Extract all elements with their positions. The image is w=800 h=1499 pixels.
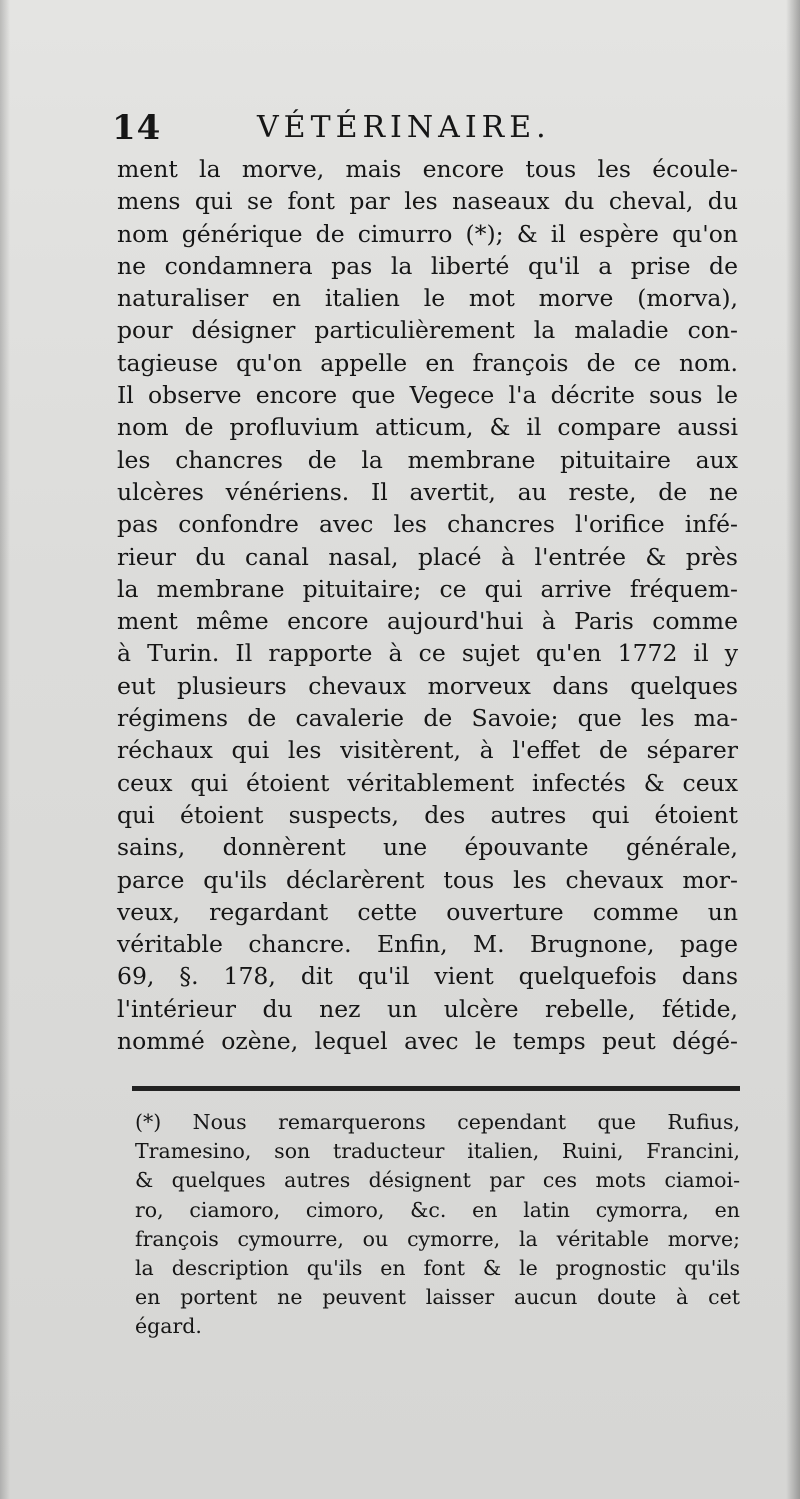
page-left-shadow: [0, 0, 10, 1499]
text-line: ment même encore aujourd'hui à Paris comme: [117, 607, 738, 636]
running-title: VÉTÉRINAIRE.: [257, 110, 551, 145]
text-line: qui étoient suspects, des autres qui étoient: [117, 800, 738, 829]
text-line: naturaliser en italien le mot morve (morva),: [117, 284, 738, 313]
page-number: 14: [112, 108, 162, 148]
text-line: sains, donnèrent une épouvante générale,: [117, 833, 738, 862]
text-line: eut plusieurs chevaux morveux dans quelques: [117, 671, 738, 700]
footnote-rule: [132, 1086, 740, 1091]
text-line: nom de profluvium atticum, & il compare aussi: [117, 413, 738, 442]
text-line: régimens de cavalerie de Savoie; que les ma-: [117, 704, 738, 733]
footnote-line: françois cymourre, ou cymorre, la véritable morve;: [135, 1226, 740, 1251]
body-text: [117, 153, 738, 1057]
text-line: à Turin. Il rapporte à ce sujet qu'en 1772 il y: [117, 639, 738, 668]
text-line: véritable chancre. Enfin, M. Brugnone, page: [117, 930, 738, 959]
text-line: mens qui se font par les naseaux du cheval, du: [117, 187, 738, 216]
text-line: pour désigner particulièrement la maladie con-: [117, 316, 738, 345]
text-line: Il observe encore que Vegece l'a décrite sous le: [117, 381, 738, 410]
page-right-shadow: [786, 0, 800, 1499]
text-line: ment la morve, mais encore tous les écoule-: [117, 155, 738, 183]
text-line: ne condamnera pas la liberté qu'il a prise de: [117, 251, 738, 280]
footnote-line: la description qu'ils en font & le prognostic qu'ils: [135, 1255, 740, 1280]
text-line: 69, §. 178, dit qu'il vient quelquefois dans: [117, 962, 738, 991]
text-line: nommé ozène, lequel avec le temps peut dégé-: [117, 1027, 738, 1056]
footnote-line: Tramesino, son traducteur italien, Ruini, Francini,: [135, 1139, 740, 1164]
text-line: pas confondre avec les chancres l'orifice infé-: [117, 510, 738, 539]
text-line: tagieuse qu'on appelle en françois de ce nom.: [117, 348, 738, 377]
text-line: les chancres de la membrane pituitaire aux: [117, 445, 738, 474]
footnote-line: égard.: [135, 1314, 202, 1339]
text-line: veux, regardant cette ouverture comme un: [117, 897, 738, 926]
text-line: parce qu'ils déclarèrent tous les chevaux mor-: [117, 865, 738, 894]
footnote-line: & quelques autres désignent par ces mots ciamoi-: [135, 1168, 740, 1193]
page-header: [112, 108, 742, 154]
footnote-line: (*) Nous remarquerons cependant que Rufius,: [135, 1110, 740, 1134]
text-line: ulcères vénériens. Il avertit, au reste, de ne: [117, 477, 738, 506]
text-line: réchaux qui les visitèrent, à l'effet de séparer: [117, 736, 738, 765]
text-line: nom générique de cimurro (*); & il espère qu'on: [117, 219, 738, 248]
footnote-line: en portent ne peuvent laisser aucun doute à cet: [135, 1285, 740, 1310]
text-line: l'intérieur du nez un ulcère rebelle, fétide,: [117, 994, 738, 1023]
text-line: la membrane pituitaire; ce qui arrive fréquem-: [117, 574, 738, 603]
footnote-line: ro, ciamoro, cimoro, &c. en latin cymorra, en: [135, 1197, 740, 1222]
footnote: [135, 1108, 740, 1342]
text-line: ceux qui étoient véritablement infectés & ceux: [117, 768, 738, 797]
text-line: rieur du canal nasal, placé à l'entrée & près: [117, 542, 738, 571]
